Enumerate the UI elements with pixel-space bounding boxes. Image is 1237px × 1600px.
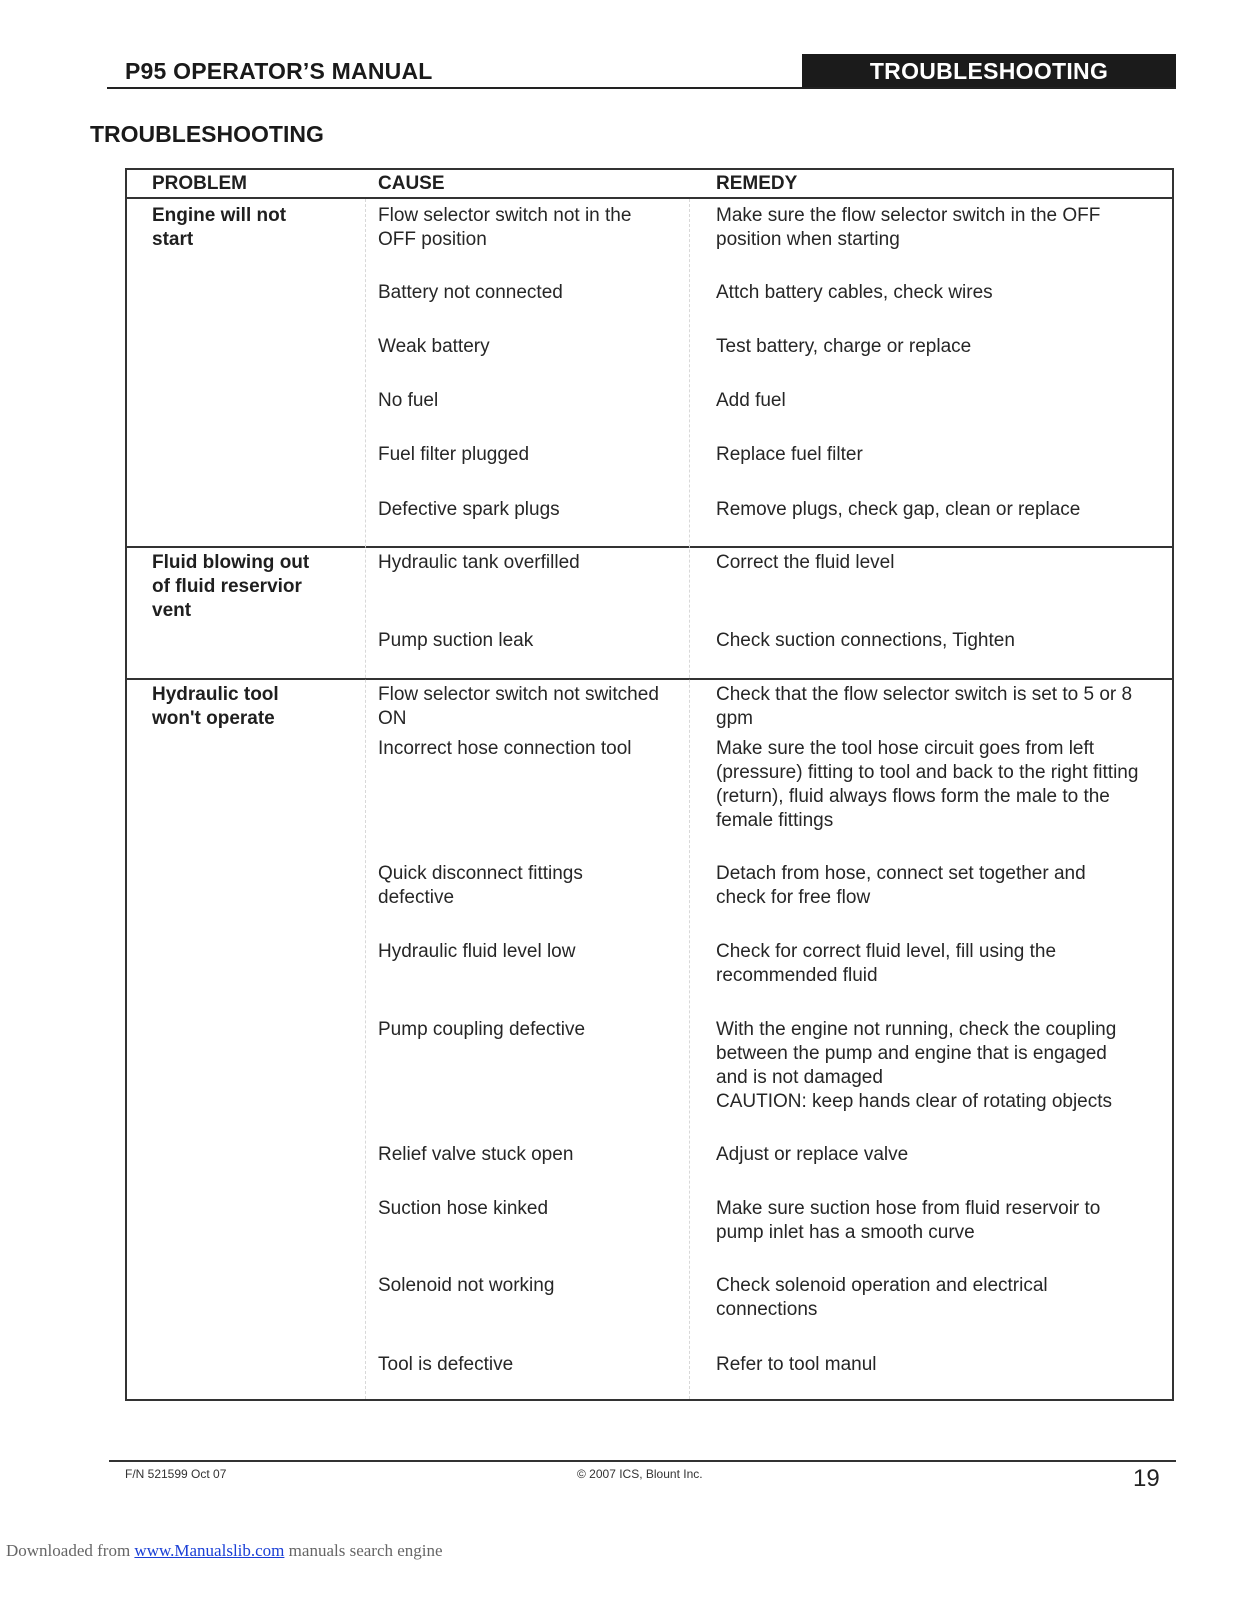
download-note: [6, 1541, 443, 1561]
cause-cell: [378, 1143, 573, 1167]
cause-cell: [378, 281, 563, 305]
remedy-cell-line: Attch battery cables, check wires: [716, 282, 993, 303]
cause-cell: [378, 940, 575, 964]
column-header: PROBLEM: [152, 173, 247, 194]
page-title: TROUBLESHOOTING: [90, 121, 324, 147]
remedy-cell-line: gpm: [716, 708, 753, 729]
cause-cell: [378, 737, 632, 761]
remedy-cell: [716, 683, 1132, 731]
manualslib-link[interactable]: www.Manualslib.com: [134, 1541, 285, 1560]
remedy-cell-line: recommended fluid: [716, 965, 878, 986]
cause-cell-line: Weak battery: [378, 336, 490, 357]
remedy-cell-line: Check for correct fluid level, fill using the: [716, 941, 1057, 962]
remedy-cell-line: With the engine not running, check the coupling: [716, 1019, 1117, 1040]
remedy-cell-line: Detach from hose, connect set together and: [716, 863, 1086, 884]
cause-cell-line: OFF position: [378, 229, 487, 250]
cause-cell-line: Fuel filter plugged: [378, 444, 530, 465]
remedy-cell-line: Check solenoid operation and electrical: [716, 1275, 1048, 1296]
group-divider: [125, 678, 1174, 680]
problem-cell-line: Fluid blowing out: [152, 552, 310, 573]
remedy-cell-line: Make sure suction hose from fluid reservoir to: [716, 1198, 1101, 1219]
remedy-cell: [716, 281, 993, 305]
cause-cell-line: Battery not connected: [378, 282, 563, 303]
remedy-cell: [716, 629, 1015, 653]
cause-cell: [378, 862, 583, 910]
cause-cell: [378, 443, 529, 467]
cause-cell-line: Hydraulic tank overfilled: [378, 552, 580, 573]
page-header: [107, 54, 1176, 90]
remedy-cell-line: Make sure the flow selector switch in the OFF: [716, 205, 1101, 226]
cause-cell-line: Suction hose kinked: [378, 1198, 549, 1219]
remedy-cell-line: Add fuel: [716, 390, 786, 411]
cause-cell-line: ON: [378, 708, 407, 729]
column-header: REMEDY: [716, 173, 798, 194]
manual-title: P95 OPERATOR’S MANUAL: [125, 58, 433, 84]
remedy-cell-line: female fittings: [716, 810, 834, 831]
remedy-cell-line: (return), fluid always flows form the male to the: [716, 786, 1110, 807]
copyright: © 2007 ICS, Blount Inc.: [577, 1467, 703, 1481]
section-tab: TROUBLESHOOTING: [802, 54, 1176, 89]
problem-cell-line: won't operate: [152, 708, 275, 729]
cause-cell-line: Pump suction leak: [378, 630, 534, 651]
remedy-cell: [716, 940, 1056, 988]
remedy-cell: [716, 1353, 877, 1377]
remedy-cell-line: Correct the fluid level: [716, 552, 895, 573]
remedy-cell: [716, 335, 971, 359]
remedy-cell: [716, 737, 1138, 833]
remedy-cell-line: position when starting: [716, 229, 900, 250]
remedy-cell-line: between the pump and engine that is engaged: [716, 1043, 1107, 1064]
remedy-cell: [716, 1143, 908, 1167]
cause-cell: [378, 389, 438, 413]
cause-cell: [378, 1197, 548, 1221]
cause-cell-line: Defective spark plugs: [378, 499, 560, 520]
problem-cell-line: of fluid reservior: [152, 576, 302, 597]
remedy-cell: [716, 862, 1086, 910]
footer-rule: [109, 1460, 1176, 1462]
remedy-cell-line: Adjust or replace valve: [716, 1144, 909, 1165]
cause-cell-line: Relief valve stuck open: [378, 1144, 574, 1165]
remedy-cell-line: connections: [716, 1299, 818, 1320]
cause-cell: [378, 204, 631, 252]
remedy-cell-line: CAUTION: keep hands clear of rotating objects: [716, 1091, 1113, 1112]
cause-cell: [378, 1353, 513, 1377]
column-guide: [365, 199, 366, 1399]
remedy-cell: [716, 1018, 1116, 1114]
header-divider: [125, 197, 1174, 199]
remedy-cell-line: and is not damaged: [716, 1067, 883, 1088]
group-divider: [125, 546, 1174, 548]
remedy-cell-line: Remove plugs, check gap, clean or replace: [716, 499, 1081, 520]
remedy-cell: [716, 204, 1100, 252]
cause-cell-line: Quick disconnect fittings: [378, 863, 583, 884]
problem-cell-line: Hydraulic tool: [152, 684, 279, 705]
remedy-cell: [716, 1197, 1100, 1245]
remedy-cell-line: Refer to tool manul: [716, 1354, 877, 1375]
remedy-cell: [716, 551, 894, 575]
cause-cell-line: No fuel: [378, 390, 439, 411]
problem-cell-line: Engine will not: [152, 205, 287, 226]
page-number: 19: [1133, 1465, 1160, 1492]
remedy-cell-line: Make sure the tool hose circuit goes from left: [716, 738, 1095, 759]
cause-cell: [378, 683, 659, 731]
remedy-cell-line: Replace fuel filter: [716, 444, 863, 465]
cause-cell: [378, 335, 490, 359]
cause-cell: [378, 629, 533, 653]
cause-cell-line: Flow selector switch not switched: [378, 684, 659, 705]
cause-cell-line: Incorrect hose connection tool: [378, 738, 632, 759]
download-suffix: manuals search engine: [284, 1541, 443, 1560]
cause-cell-line: Hydraulic fluid level low: [378, 941, 576, 962]
cause-cell-line: defective: [378, 887, 455, 908]
download-prefix: Downloaded from: [6, 1541, 135, 1560]
cause-cell-line: Solenoid not working: [378, 1275, 555, 1296]
remedy-cell-line: Check suction connections, Tighten: [716, 630, 1015, 651]
part-number: F/N 521599 Oct 07: [125, 1467, 227, 1481]
header-rule: [107, 87, 1176, 89]
remedy-cell-line: check for free flow: [716, 887, 871, 908]
problem-cell: [152, 683, 279, 731]
cause-cell: [378, 1018, 585, 1042]
remedy-cell: [716, 1274, 1048, 1322]
cause-cell: [378, 551, 580, 575]
cause-cell-line: Flow selector switch not in the: [378, 205, 632, 226]
column-guide: [689, 199, 690, 1399]
remedy-cell-line: Test battery, charge or replace: [716, 336, 972, 357]
problem-cell: [152, 551, 309, 623]
remedy-cell: [716, 389, 786, 413]
cause-cell-line: Pump coupling defective: [378, 1019, 586, 1040]
remedy-cell-line: pump inlet has a smooth curve: [716, 1222, 975, 1243]
cause-cell-line: Tool is defective: [378, 1354, 514, 1375]
column-header: CAUSE: [378, 173, 445, 194]
problem-cell-line: vent: [152, 600, 192, 621]
problem-cell-line: start: [152, 229, 194, 250]
cause-cell: [378, 498, 560, 522]
remedy-cell-line: (pressure) fitting to tool and back to the right fitting: [716, 762, 1139, 783]
remedy-cell: [716, 498, 1080, 522]
problem-cell: [152, 204, 286, 252]
cause-cell: [378, 1274, 554, 1298]
remedy-cell: [716, 443, 863, 467]
remedy-cell-line: Check that the flow selector switch is set to 5 or 8: [716, 684, 1133, 705]
